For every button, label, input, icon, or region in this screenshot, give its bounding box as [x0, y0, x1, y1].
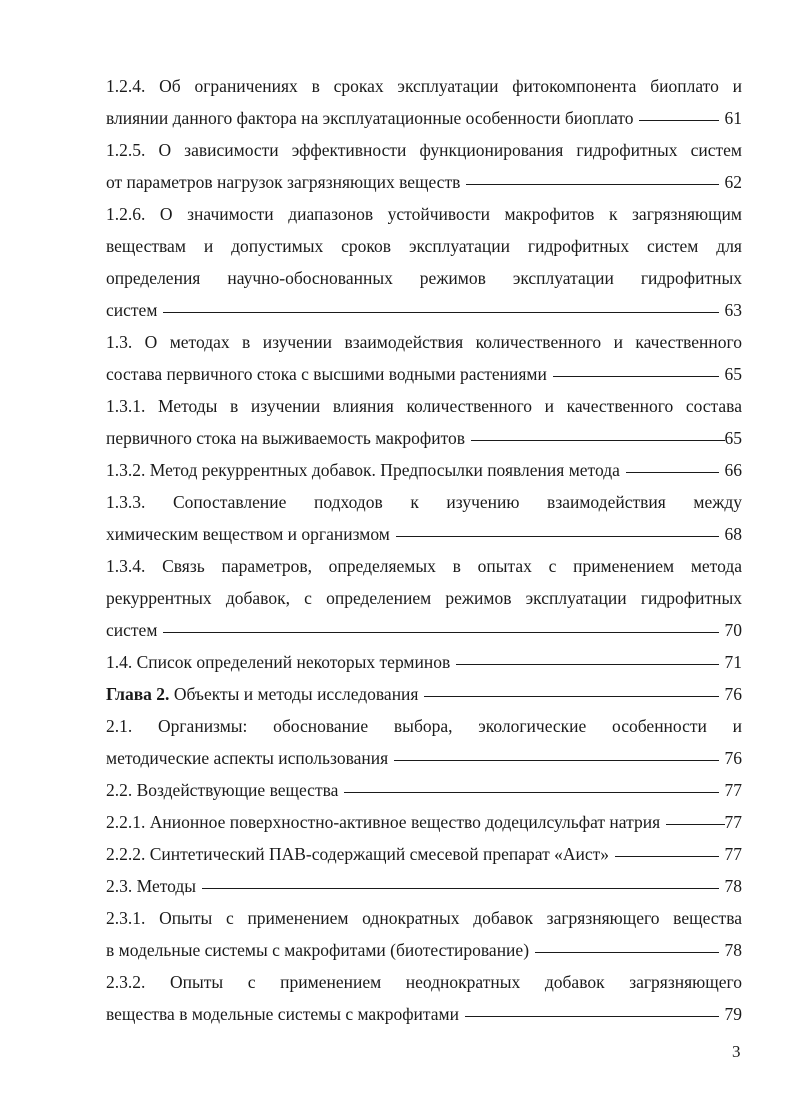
dot-leader [639, 120, 718, 121]
dot-leader [202, 888, 718, 889]
toc-entry-title: состава первичного стока с высшими водными растениями [106, 364, 547, 384]
toc-entry-last-line [106, 166, 742, 198]
toc-entry-last-line [106, 934, 742, 966]
toc-entry [106, 870, 742, 902]
toc-entry-last-line [106, 358, 742, 390]
toc-entry [106, 902, 742, 966]
toc-entry-line: 1.3.3. Сопоставление подходов к изучению взаимодействия между [106, 492, 742, 512]
toc-entry-title: 1.4. Список определений некоторых терминов [106, 652, 451, 672]
toc-page-number: 76 [724, 748, 742, 768]
toc-page-number: 79 [724, 1004, 742, 1024]
toc-page-number: 63 [724, 300, 742, 320]
toc-entry-title: вещества в модельные системы с макрофитами [106, 1004, 459, 1024]
toc-entry-title: в модельные системы с макрофитами (биотестирование) [106, 940, 530, 960]
toc-entry-title: методические аспекты использования [106, 748, 389, 768]
dot-leader [163, 312, 718, 313]
toc-page-number: 70 [724, 620, 742, 640]
toc-entry-last-line [106, 454, 742, 486]
toc-entry-line: определения научно-обоснованных режимов эксплуатации гидрофитных [106, 268, 742, 288]
toc-entry [106, 70, 742, 134]
table-of-contents [106, 70, 742, 1030]
toc-page-number: 77 [724, 780, 742, 800]
toc-entry-last-line [106, 998, 742, 1030]
dot-leader [535, 952, 718, 953]
toc-entry-last-line [106, 518, 742, 550]
toc-page-number: 78 [724, 940, 742, 960]
dot-leader [424, 696, 718, 697]
dot-leader [394, 760, 718, 761]
toc-entry-last-line [106, 646, 742, 678]
toc-entry [106, 646, 742, 678]
toc-entry [106, 486, 742, 550]
toc-entry-title: от параметров нагрузок загрязняющих веществ [106, 172, 461, 192]
toc-entry-line: рекуррентных добавок, с определением режимов эксплуатации гидрофитных [106, 588, 742, 608]
toc-entry [106, 390, 742, 454]
toc-page-number: 77 [724, 844, 742, 864]
toc-page-number: 68 [724, 524, 742, 544]
dot-leader [626, 472, 719, 473]
toc-entry-last-line [106, 678, 742, 710]
toc-page-number: 61 [724, 108, 742, 128]
toc-entry-title: систем [106, 300, 158, 320]
dot-leader [471, 440, 724, 441]
toc-page-number: 77 [724, 812, 742, 832]
toc-entry-title: 2.2.2. Синтетический ПАВ-содержащий смесевой препарат «Аист» [106, 844, 610, 864]
toc-entry-line: веществам и допустимых сроков эксплуатации гидрофитных систем для [106, 236, 742, 256]
toc-entry-title: 2.2.1. Анионное поверхностно-активное вещество додецилсульфат натрия [106, 812, 661, 832]
toc-entry-last-line [106, 422, 742, 454]
toc-entry [106, 838, 742, 870]
toc-page-number: 65 [724, 364, 742, 384]
toc-entry-title: систем [106, 620, 158, 640]
toc-entry-line: 2.3.1. Опыты с применением однократных добавок загрязняющего вещества [106, 908, 742, 928]
dot-leader [163, 632, 718, 633]
toc-entry-line: 1.3. О методах в изучении взаимодействия количественного и качественного [106, 332, 742, 352]
toc-entry-last-line [106, 838, 742, 870]
toc-entry [106, 806, 742, 838]
toc-entry [106, 198, 742, 326]
toc-entry-last-line [106, 742, 742, 774]
toc-entry-title: 2.3. Методы [106, 876, 197, 896]
toc-entry [106, 134, 742, 198]
toc-entry-title: химическим веществом и организмом [106, 524, 390, 544]
toc-entry-last-line [106, 774, 742, 806]
toc-entry [106, 550, 742, 646]
toc-page-number: 65 [724, 428, 742, 448]
toc-entry-title: 1.3.2. Метод рекуррентных добавок. Предпосылки появления метода [106, 460, 620, 480]
toc-entry-chapter [106, 678, 742, 710]
toc-page-number: 66 [724, 460, 742, 480]
toc-entry-line: 1.2.6. О значимости диапазонов устойчивости макрофитов к загрязняющим [106, 204, 742, 224]
toc-entry-line: 1.3.4. Связь параметров, определяемых в опытах с применением метода [106, 556, 742, 576]
dot-leader [344, 792, 718, 793]
toc-page-number: 62 [724, 172, 742, 192]
toc-entry-last-line [106, 806, 742, 838]
dot-leader [466, 184, 718, 185]
toc-entry-line: 1.3.1. Методы в изучении влияния количественного и качественного состава [106, 396, 742, 416]
toc-page-number: 76 [724, 684, 742, 704]
toc-entry-line: 2.1. Организмы: обоснование выбора, экологические особенности и [106, 716, 742, 736]
toc-entry-line: 1.2.4. Об ограничениях в сроках эксплуатации фитокомпонента биоплато и [106, 76, 742, 96]
toc-entry-line: 1.2.5. О зависимости эффективности функционирования гидрофитных систем [106, 140, 742, 160]
dot-leader [615, 856, 718, 857]
dot-leader [456, 664, 718, 665]
toc-entry [106, 454, 742, 486]
dot-leader [465, 1016, 719, 1017]
toc-entry-title: влиянии данного фактора на эксплуатационные особенности биоплато [106, 108, 634, 128]
toc-entry [106, 326, 742, 390]
toc-entry [106, 710, 742, 774]
toc-page-number: 71 [724, 652, 742, 672]
toc-entry [106, 774, 742, 806]
toc-entry-title: Объекты и методы исследования [169, 684, 419, 704]
toc-page-number: 78 [724, 876, 742, 896]
toc-entry [106, 966, 742, 1030]
toc-entry-line: 2.3.2. Опыты с применением неоднократных добавок загрязняющего [106, 972, 742, 992]
page-number: 3 [732, 1042, 741, 1061]
toc-entry-title: первичного стока на выживаемость макрофитов [106, 428, 466, 448]
dot-leader [666, 824, 724, 825]
toc-entry-title: 2.2. Воздействующие вещества [106, 780, 339, 800]
toc-entry-last-line [106, 294, 742, 326]
dot-leader [553, 376, 719, 377]
dot-leader [396, 536, 719, 537]
toc-entry-last-line [106, 870, 742, 902]
chapter-label: Глава 2. [106, 684, 170, 704]
toc-entry-last-line [106, 614, 742, 646]
toc-entry-last-line [106, 102, 742, 134]
